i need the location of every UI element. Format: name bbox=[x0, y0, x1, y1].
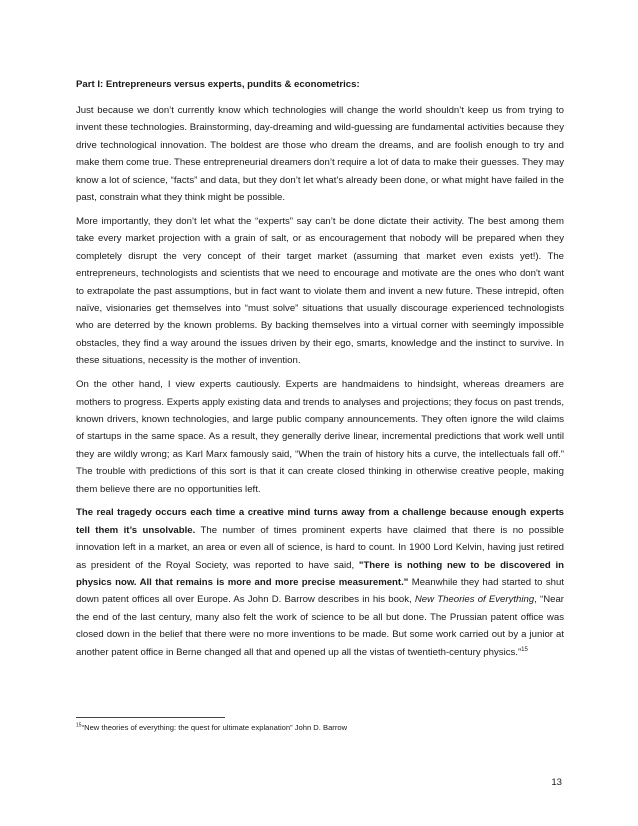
footnote-reference[interactable]: 15 bbox=[521, 646, 528, 653]
footnote-text: “New theories of everything: the quest for ultimate explanation” John D. Barrow bbox=[81, 723, 348, 732]
paragraph-4-bold-lead: The real tragedy occurs each time a creative mind turns away from a challenge because enough experts tell them it’s unsolvable. bbox=[76, 507, 564, 536]
page-body bbox=[76, 76, 564, 668]
paragraph-4-text-b: Meanwhile they had started to shut down patent offices all over Europe. As John D. Barrow describes in his book, bbox=[76, 577, 564, 606]
paragraph-3: On the other hand, I view experts cautiously. Experts are handmaidens to hindsight, whereas dreamers are mothers to progress. Experts apply existing data and trends to analyses and projections; they focus on past trends, known drivers, known technologies, and large public company announcements. They often ignore the wild claims of startups in the same space. As a result, they generally derive linear, incremental predictions that work well until they are wildly wrong; as Karl Marx famously said, “When the train of history hits a curve, the intellectuals fall off.” The trouble with predictions of this sort is that it can create closed thinking in otherwise creative people, making them believe there are no opportunities left. bbox=[76, 379, 564, 495]
paragraph-4-text-c: , “Near the end of the last century, many also felt the work of science to be all but done. The Prussian patent office was closed down in the belief that there were no more inventions to be made. But some work carried out by a junior at another patent office in Berne changed all that and opened up all the vistas of twentieth-century physics.” bbox=[76, 594, 564, 658]
section-heading: Part I: Entrepreneurs versus experts, pundits & econometrics: bbox=[76, 79, 360, 90]
paragraph-2: More importantly, they don’t let what the “experts” say can’t be done dictate their activity. The best among them take every market projection with a grain of salt, or as encouragement that nobody will be prepared when they completely disrupt the very concept of their target market (assuming that market even exists yet!). The entrepreneurs, technologists and scientists that we need to encourage and motivate are the ones who don't want to extrapolate the past assumptions, but in fact want to violate them and invent a new future. These intrepid, often naïve, visionaries get themselves into “must solve” situations that usually discourage experienced technologists who are deterred by the known problems. By backing themselves into a virtual corner with seemingly impossible obstacles, they find a way around the issues driven by their ego, smarts, knowledge and the instinct to survive. In these situations, necessity is the mother of invention. bbox=[76, 215, 564, 367]
page-number: 13 bbox=[551, 777, 562, 788]
footnote bbox=[76, 723, 556, 733]
kelvin-quote: "There is nothing new to be discovered in physics now. All that remains is more and more precise measurement." bbox=[76, 559, 565, 589]
paragraph-4 bbox=[76, 504, 564, 661]
paragraph-4-text-a: The number of times prominent experts have claimed that there is no possible innovation left in a market, an area or even all of science, is hard to count. In 1900 Lord Kelvin, having just retired as president of the Royal Society, was reported to have said, bbox=[76, 524, 564, 571]
book-title: New Theories of Everything bbox=[414, 594, 535, 606]
footnote-divider bbox=[76, 717, 225, 718]
footnote-number: 15 bbox=[76, 722, 82, 729]
paragraph-1: Just because we don’t currently know which technologies will change the world shouldn’t keep us from trying to invent these technologies. Brainstorming, day-dreaming and wild-guessing are fundamental activities because they drive technological innovation. The boldest are those who dream the dreams, and are foolish enough to try and make them come true. These entrepreneurial dreamers don’t require a lot of data to make their guesses. They may know a lot of science, “facts” and data, but they don’t let what’s already been done, or what might have failed in the past, constrain what they think might be possible. bbox=[76, 105, 564, 204]
